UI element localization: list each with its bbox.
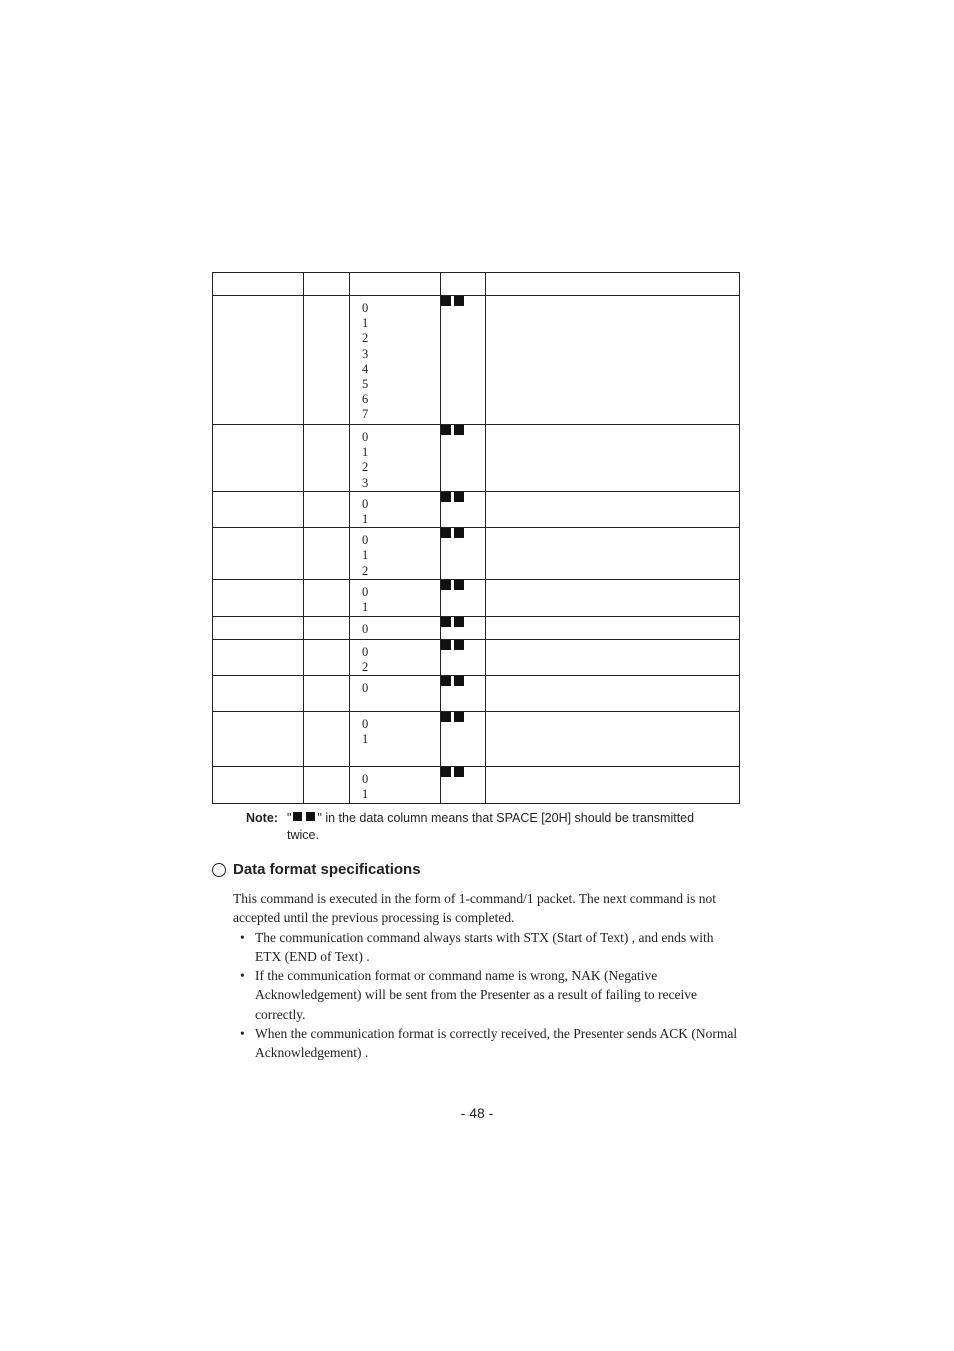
code-value: 1 xyxy=(362,548,369,563)
table-row xyxy=(213,616,740,639)
space-square-icon xyxy=(454,767,464,777)
section-heading xyxy=(212,861,421,878)
space-square-icon xyxy=(441,767,451,777)
space-square-icon xyxy=(306,812,315,821)
code-value: 2 xyxy=(362,659,369,674)
table-cell xyxy=(304,676,350,712)
code-cell xyxy=(350,296,441,425)
table-cell xyxy=(304,579,350,616)
table-cell xyxy=(213,767,304,804)
table-cell xyxy=(486,528,740,580)
code-cell xyxy=(350,616,441,639)
space-square-icon xyxy=(454,640,464,650)
data-cell xyxy=(441,639,486,675)
space-square-icon xyxy=(454,492,464,502)
data-cell xyxy=(441,616,486,639)
code-value: 1 xyxy=(362,445,369,460)
space-square-icon xyxy=(441,640,451,650)
page-number: - 48 - xyxy=(460,1105,494,1121)
bullet-dot: • xyxy=(240,968,245,984)
code-cell xyxy=(350,712,441,767)
table-cell xyxy=(304,528,350,580)
note-text-after: " in the data column means that SPACE [20H] should be transmitted twice. xyxy=(287,811,695,842)
table-row xyxy=(213,579,740,616)
table-row xyxy=(213,712,740,767)
list-item xyxy=(233,966,738,1024)
code-value: 0 xyxy=(362,533,369,548)
header-cell xyxy=(213,273,304,296)
code-cell xyxy=(350,491,441,527)
data-cell xyxy=(441,676,486,712)
table-cell xyxy=(213,425,304,492)
intro-paragraph: This command is executed in the form of 1-command/1 packet. The next command is not accepted until the previous processing is completed. xyxy=(233,891,717,926)
space-square-icon xyxy=(441,425,451,435)
table-cell xyxy=(486,425,740,492)
table-cell xyxy=(304,296,350,425)
space-square-icon xyxy=(441,492,451,502)
code-cell xyxy=(350,767,441,804)
table-header-row xyxy=(213,273,740,296)
code-value: 0 xyxy=(362,430,369,444)
list-item-text: If the communication format or command name is wrong, NAK (Negative Acknowledgement) will be sent from the Presenter as a result of failing to receive correctly. xyxy=(255,968,697,1022)
table-cell xyxy=(304,767,350,804)
table-cell xyxy=(486,712,740,767)
bullet-list xyxy=(233,928,738,1063)
table-row xyxy=(213,528,740,580)
table-cell xyxy=(304,712,350,767)
space-square-icon xyxy=(441,528,451,538)
table-cell xyxy=(213,491,304,527)
space-square-icon xyxy=(441,296,451,306)
table-cell xyxy=(213,639,304,675)
table-cell xyxy=(304,639,350,675)
bullet-dot: • xyxy=(240,1026,245,1042)
code-value: 3 xyxy=(362,346,369,361)
code-value: 1 xyxy=(362,316,369,331)
table-cell xyxy=(304,425,350,492)
bullet-dot: • xyxy=(240,929,245,945)
code-value: 0 xyxy=(362,644,369,659)
data-cell xyxy=(441,712,486,767)
space-square-icon xyxy=(454,296,464,306)
data-cell xyxy=(441,767,486,804)
code-value: 0 xyxy=(362,584,369,599)
space-square-icon xyxy=(454,712,464,722)
code-cell xyxy=(350,425,441,492)
table-row xyxy=(213,639,740,675)
code-value: 1 xyxy=(362,787,369,802)
code-value: 2 xyxy=(362,460,369,475)
space-square-icon xyxy=(441,712,451,722)
section-body xyxy=(233,889,738,1063)
space-square-icon xyxy=(454,580,464,590)
space-square-icon xyxy=(441,580,451,590)
table-cell xyxy=(304,616,350,639)
table-cell xyxy=(486,296,740,425)
table-cell xyxy=(213,296,304,425)
circle-bullet-icon xyxy=(212,863,226,877)
table-cell xyxy=(486,767,740,804)
code-value: 3 xyxy=(362,475,369,490)
table-cell xyxy=(213,528,304,580)
data-cell xyxy=(441,528,486,580)
data-cell xyxy=(441,425,486,492)
note-text xyxy=(287,810,727,844)
table-cell xyxy=(486,579,740,616)
table-row xyxy=(213,676,740,712)
table-cell xyxy=(213,676,304,712)
table-row xyxy=(213,767,740,804)
space-square-icon xyxy=(441,617,451,627)
code-value: 7 xyxy=(362,407,369,422)
code-value: 0 xyxy=(362,681,369,696)
table-cell xyxy=(486,676,740,712)
list-item xyxy=(233,1024,738,1063)
command-table-body xyxy=(213,273,740,804)
code-value: 5 xyxy=(362,376,369,391)
space-square-icon xyxy=(454,425,464,435)
code-value: 1 xyxy=(362,511,369,526)
list-item-text: When the communication format is correctly received, the Presenter sends ACK (Normal Acknowledgement) . xyxy=(255,1026,738,1061)
list-item xyxy=(233,928,738,967)
code-value: 0 xyxy=(362,621,369,636)
space-square-icon xyxy=(454,676,464,686)
code-cell xyxy=(350,528,441,580)
header-cell xyxy=(441,273,486,296)
table-cell xyxy=(304,491,350,527)
table-cell xyxy=(213,579,304,616)
note-text-before: " xyxy=(287,811,292,825)
space-square-icon xyxy=(441,676,451,686)
data-cell xyxy=(441,491,486,527)
section-heading-text: Data format specifications xyxy=(233,861,421,878)
space-square-icon xyxy=(454,617,464,627)
header-cell xyxy=(350,273,441,296)
code-cell xyxy=(350,579,441,616)
table-cell xyxy=(213,616,304,639)
table-row xyxy=(213,491,740,527)
table-cell xyxy=(213,712,304,767)
table-row xyxy=(213,296,740,425)
table-row xyxy=(213,425,740,492)
code-value: 0 xyxy=(362,496,369,511)
code-value: 4 xyxy=(362,361,369,376)
table-cell xyxy=(486,616,740,639)
table-cell xyxy=(486,491,740,527)
data-cell xyxy=(441,296,486,425)
table-cell xyxy=(486,639,740,675)
data-cell xyxy=(441,579,486,616)
code-value: 1 xyxy=(362,599,369,614)
list-item-text: The communication command always starts with STX (Start of Text) , and ends with ETX (END of Text) . xyxy=(255,929,714,964)
header-cell xyxy=(304,273,350,296)
code-value: 0 xyxy=(362,301,369,315)
code-cell xyxy=(350,639,441,675)
note-label: Note: xyxy=(246,811,278,825)
code-value: 1 xyxy=(362,732,369,747)
space-square-icon xyxy=(293,812,302,821)
code-value: 2 xyxy=(362,331,369,346)
space-square-icon xyxy=(454,528,464,538)
code-value: 2 xyxy=(362,563,369,578)
header-cell xyxy=(486,273,740,296)
code-value: 0 xyxy=(362,717,369,732)
command-table xyxy=(212,272,740,804)
code-value: 0 xyxy=(362,772,369,787)
code-cell xyxy=(350,676,441,712)
code-value: 6 xyxy=(362,392,369,407)
